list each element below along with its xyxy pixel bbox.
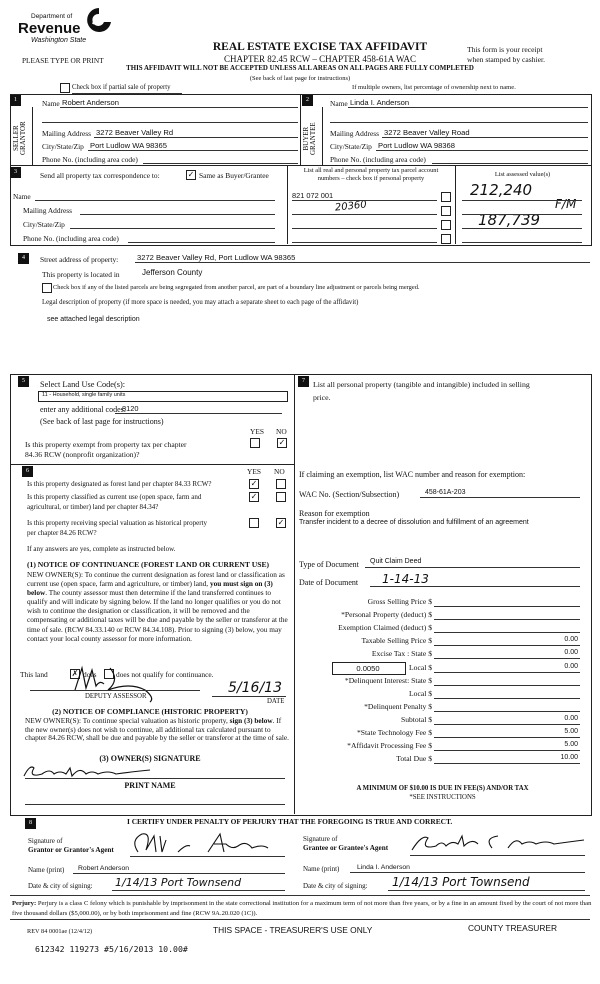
does-label: does: [83, 670, 97, 679]
treasurer-use-label: THIS SPACE - TREASURER'S USE ONLY: [213, 925, 373, 935]
current-use-question-2: agricultural, or timber) land per chapter 84.34?: [27, 503, 159, 511]
buyer-city-field[interactable]: Port Ludlow WA 98368: [378, 141, 455, 150]
s3-mailing-label: Mailing Address: [23, 206, 73, 215]
s5-yes-header: YES: [250, 427, 264, 436]
assessed-header: List assessed value(s): [494, 171, 551, 178]
fee-value[interactable]: 0.00: [564, 714, 578, 722]
fee-label: Local $: [409, 662, 432, 672]
logo-dept: Department of: [31, 13, 73, 20]
current-use-yes-checkbox[interactable]: ✓: [250, 492, 258, 501]
perjury-notice: Perjury: Perjury is a class C felony which is punishable by imprisonment in the state correctional institution for a maximum term of not more than five years, or by a fine in an amount fixed by the court of not more than five thousand dollars ($5,000.00), or by both imprisonment and fine (RCW 9A.20.020 (1C)).: [12, 900, 592, 917]
parcel-header-1: List all real and personal property tax parcel account: [303, 167, 439, 174]
certify-statement: I CERTIFY UNDER PENALTY OF PERJURY THAT THE FOREGOING IS TRUE AND CORRECT.: [127, 817, 453, 826]
form-revision: REV 84 0001ae (12/4/12): [27, 928, 93, 935]
does-qualify-checkbox[interactable]: ✗: [71, 669, 79, 678]
partial-sale-checkbox[interactable]: [60, 83, 70, 93]
grantor-date-city-label: Date & city of signing:: [28, 882, 93, 890]
multiple-owners-note: If multiple owners, list percentage of ownership next to name.: [352, 84, 516, 91]
additional-codes-label: enter any additional codes:: [40, 405, 126, 414]
buyer-name-label: Name: [330, 99, 348, 108]
grantee-signature-icon: [408, 830, 588, 856]
form-title: REAL ESTATE EXCISE TAX AFFIDAVIT: [212, 41, 428, 53]
parcel-header-2: numbers – check box if personal property: [317, 175, 425, 182]
s6-yes-header: YES: [247, 467, 261, 476]
section-5-number: 5: [18, 376, 29, 387]
logo-state: Washington State: [31, 37, 87, 44]
section-3-number: 3: [10, 167, 21, 178]
see-instructions-note: *SEE INSTRUCTIONS: [409, 794, 476, 801]
personal-property-checkbox-1[interactable]: [441, 192, 451, 202]
current-use-question-1: Is this property classified as current use (open space, farm and: [27, 493, 202, 501]
historic-no-checkbox[interactable]: ✓: [277, 518, 285, 527]
owner-signature-title: (3) OWNER(S) SIGNATURE: [99, 754, 201, 763]
doc-type-label: Type of Document: [299, 560, 359, 569]
dor-logo-emblem-icon: [84, 6, 114, 34]
land-use-value: 11 - Household, single family units: [42, 392, 126, 398]
section-8-number: 8: [25, 818, 36, 829]
historic-question-1: Is this property receiving special valuation as historical property: [27, 519, 208, 527]
exempt-no-checkbox[interactable]: ✓: [278, 438, 286, 447]
grantor-date-city-field[interactable]: 1/14/13 Port Townsend: [115, 876, 242, 889]
doc-date-field[interactable]: 1-14-13: [382, 572, 429, 586]
forest-yes-checkbox[interactable]: ✓: [250, 479, 258, 488]
exempt-question-1: Is this property exempt from property tax per chapter: [25, 440, 187, 449]
deputy-assessor-label: DEPUTY ASSESSOR: [85, 693, 147, 700]
minimum-due-note: A MINIMUM OF $10.00 IS DUE IN FEE(S) AND/OR TAX: [356, 785, 529, 792]
personal-property-checkbox-2[interactable]: [441, 206, 451, 216]
exempt-question-2: 84.36 RCW (nonprofit organization)?: [25, 450, 140, 459]
buyer-name-field[interactable]: Linda I. Anderson: [350, 98, 410, 107]
personal-property-checkbox-4[interactable]: [441, 234, 451, 244]
section-4-number: 4: [18, 253, 29, 264]
section-6-number: 6: [22, 466, 33, 477]
grantor-signature-icon: [128, 830, 288, 858]
assessed-value-1[interactable]: 212,240: [470, 181, 533, 199]
parcel-number-1[interactable]: 821 072 001: [292, 191, 334, 200]
section-1-number: 1: [10, 95, 21, 106]
this-land-label: This land: [20, 670, 48, 679]
reason-field[interactable]: Transfer incident to a decree of dissolution and fulfillment of an agreement: [299, 519, 529, 526]
receipt-note-2: when stamped by cashier.: [467, 55, 546, 64]
grantor-sig-label-2: Grantor or Grantor's Agent: [28, 846, 114, 854]
county-field[interactable]: Jefferson County: [142, 268, 203, 277]
same-as-buyer-label: Same as Buyer/Grantee: [199, 171, 269, 180]
s6-no-header: NO: [274, 467, 285, 476]
buyer-mailing-field[interactable]: 3272 Beaver Valley Road: [384, 128, 470, 137]
grantor-sig-label-1: Signature of: [28, 837, 63, 845]
logo-name: Revenue: [18, 20, 81, 37]
notice-continuance-text: NEW OWNER(S): To continue the current designation as forest land or classification as current use (open space, farm and agriculture, or timber) land, you must sign on (3) below. The county assessor must then determine if the land transferred continues to qualify and will indicate by signing below. If the land no longer qualifies or you do not wish to continue the designation or classification, it will be removed and the compensating or additional taxes will be due and payable by the seller or transferor at the time of sale. (RCW 84.33.140 or RCW 84.34.108). Prior to signing (3) below, you may contact your local county assessor for more information.: [27, 570, 288, 643]
fee-label: *Personal Property (deduct) $: [341, 610, 432, 620]
assessed-note: F/M: [555, 197, 577, 211]
fee-label: Excise Tax : State $: [371, 649, 432, 659]
forest-question: Is this property designated as forest land per chapter 84.33 RCW?: [27, 480, 212, 488]
notice-compliance-text: NEW OWNER(S): To continue special valuation as historic property, sign (3) below. If the new owner(s) does not wish to continue, all additional tax calculated pursuant to chapter 84.26 RCW, shall be due and payable by the seller or transferor at the time of sale.: [25, 716, 289, 743]
if-yes-instruction: If any answers are yes, complete as instructed below.: [27, 545, 176, 553]
buyer-grantee-label: BUYER GRANTEE: [302, 122, 318, 155]
treasurer-stamp: 612342 119273 #5/16/2013 10.00#: [35, 944, 188, 954]
seller-name-label: Name: [42, 99, 60, 108]
fee-label: Gross Selling Price $: [367, 597, 432, 606]
grantee-name-label: Name (print): [303, 865, 340, 873]
fee-label: *Affidavit Processing Fee $: [347, 741, 432, 751]
s5-no-header: NO: [276, 427, 287, 436]
land-use-label: Select Land Use Code(s):: [40, 380, 126, 389]
buyer-phone-label: Phone No. (including area code): [330, 155, 426, 164]
seller-name-field[interactable]: Robert Anderson: [62, 98, 119, 107]
segregated-checkbox[interactable]: [42, 283, 52, 293]
reason-label: Reason for exemption: [299, 509, 370, 518]
forest-no-checkbox[interactable]: [276, 479, 286, 489]
please-type: PLEASE TYPE OR PRINT: [22, 56, 104, 65]
fee-value[interactable]: 0.00: [564, 649, 578, 657]
grantee-name-field[interactable]: Linda I. Anderson: [357, 864, 410, 871]
fee-value[interactable]: 5.00: [564, 741, 578, 749]
fee-label: *Delinquent Penalty $: [364, 701, 432, 711]
personal-property-label-2: price.: [313, 393, 331, 402]
fee-value[interactable]: 0.00: [564, 662, 578, 670]
legal-description-field[interactable]: see attached legal description: [47, 316, 140, 323]
located-in-label: This property is located in: [42, 270, 120, 279]
additional-codes-field[interactable]: 8120: [122, 404, 139, 413]
historic-question-2: per chapter 84.26 RCW?: [27, 529, 97, 537]
wac-label: WAC No. (Section/Subsection): [299, 490, 400, 499]
grantee-date-city-label: Date & city of signing:: [303, 882, 368, 890]
grantee-sig-label-2: Grantee or Grantee's Agent: [303, 844, 389, 852]
print-name-label: PRINT NAME: [124, 781, 176, 790]
section-7-number: 7: [298, 376, 309, 387]
seller-city-field[interactable]: Port Ludlow WA 98365: [90, 141, 167, 150]
seller-city-label: City/State/Zip: [42, 142, 84, 151]
exempt-yes-checkbox[interactable]: [250, 438, 260, 448]
personal-property-checkbox-3[interactable]: [441, 220, 451, 230]
exemption-label: If claiming an exemption, list WAC number and reason for exemption:: [299, 470, 526, 479]
county-treasurer-label: COUNTY TREASURER: [468, 923, 558, 933]
fee-label: *Delinquent Interest: State $: [344, 675, 432, 685]
grantee-sig-label-1: Signature of: [303, 835, 338, 843]
doc-type-field[interactable]: Quit Claim Deed: [370, 558, 422, 565]
fee-label: *State Technology Fee $: [356, 728, 432, 737]
buyer-city-label: City/State/Zip: [330, 142, 372, 151]
fee-label: Exemption Claimed (deduct) $: [338, 623, 432, 633]
send-correspondence-label: Send all property tax correspondence to:: [40, 171, 160, 180]
fee-label: Local $: [409, 688, 432, 698]
s3-city-label: City/State/Zip: [23, 220, 65, 229]
s3-phone-label: Phone No. (including area code): [23, 234, 119, 243]
seller-mailing-field[interactable]: 3272 Beaver Valley Rd: [96, 128, 174, 137]
personal-property-label-1: List all personal property (tangible and intangible) included in selling: [313, 380, 530, 389]
owner-signature-icon: [20, 762, 160, 782]
street-address-field[interactable]: 3272 Beaver Valley Rd, Port Ludlow WA 98365: [137, 253, 296, 262]
fee-label: Subtotal $: [400, 714, 432, 724]
does-not-label: does not qualify for continuance.: [116, 670, 214, 679]
buyer-mailing-label: Mailing Address: [330, 129, 380, 138]
section-2-number: 2: [302, 95, 313, 106]
seller-phone-label: Phone No. (including area code): [42, 155, 138, 164]
historic-yes-checkbox[interactable]: [249, 518, 259, 528]
fee-label: Taxable Selling Price $: [361, 636, 432, 646]
partial-sale-label: Check box if partial sale of property: [72, 84, 171, 91]
assessed-value-2[interactable]: 187,739: [478, 211, 541, 229]
s5-see-back: (See back of last page for instructions): [40, 417, 164, 426]
assessor-date-label: DATE: [267, 698, 285, 705]
form-chapter: CHAPTER 82.45 RCW – CHAPTER 458-61A WAC: [224, 54, 416, 64]
seller-mailing-label: Mailing Address: [42, 129, 92, 138]
fee-label: Total Due $: [396, 754, 432, 764]
grantee-date-city-field[interactable]: 1/14/13 Port Townsend: [392, 875, 530, 889]
same-as-buyer-checkbox[interactable]: ✓: [187, 170, 195, 179]
notice-compliance-title: (2) NOTICE OF COMPLIANCE (HISTORIC PROPERTY): [52, 707, 248, 716]
wac-field[interactable]: 458-61A-203: [425, 489, 466, 496]
affidavit-warning: THIS AFFIDAVIT WILL NOT BE ACCEPTED UNLESS ALL AREAS ON ALL PAGES ARE FULLY COMPLETED: [126, 65, 474, 72]
local-rate: 0.0050: [356, 664, 380, 673]
current-use-no-checkbox[interactable]: [276, 492, 286, 502]
see-back-instructions: (See back of last page for instructions): [249, 75, 351, 82]
s3-name-label: Name: [13, 192, 31, 201]
seller-grantor-label: SELLER GRANTOR: [12, 121, 28, 155]
fee-value[interactable]: 5.00: [564, 728, 578, 735]
grantor-name-field[interactable]: Robert Anderson: [78, 865, 130, 872]
doc-date-label: Date of Document: [299, 578, 359, 587]
receipt-note-1: This form is your receipt: [467, 45, 543, 54]
legal-description-label: Legal description of property (if more space is needed, you may attach a separate sheet to each page of the affidavit): [42, 299, 359, 306]
parcel-handwritten-note: 20360: [334, 199, 368, 214]
assessor-date: 5/16/13: [228, 680, 282, 696]
street-address-label: Street address of property:: [40, 255, 119, 264]
grantor-name-label: Name (print): [28, 866, 65, 874]
segregated-label: Check box if any of the listed parcels are being segregated from another parcel, are part of a boundary line adjustment or parcels being merged.: [53, 284, 420, 291]
notice-continuance-title: (1) NOTICE OF CONTINUANCE (FOREST LAND OR CURRENT USE): [27, 560, 270, 569]
fee-value[interactable]: 0.00: [564, 636, 578, 644]
fee-value[interactable]: 10.00: [560, 754, 578, 762]
